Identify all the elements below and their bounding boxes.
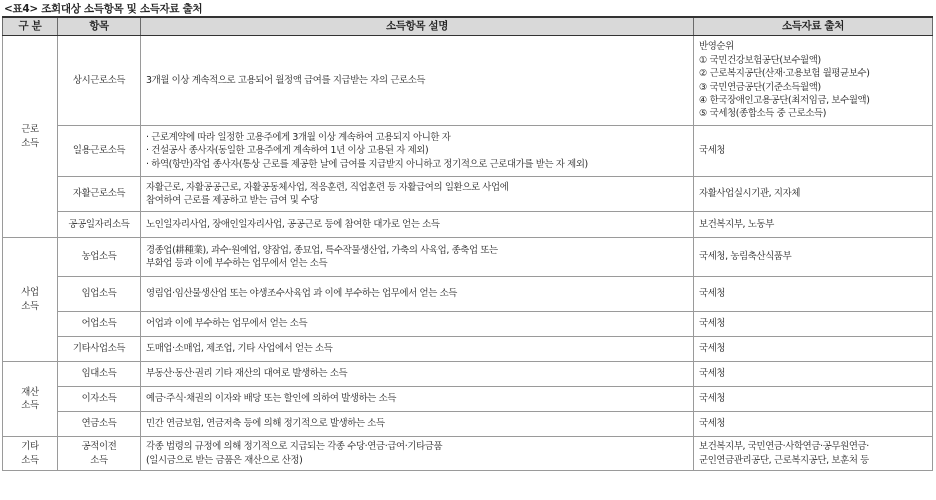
description-line: 3개월 이상 계속적으로 고용되어 월정액 급여를 지급받는 자의 근로소득 [146,74,426,86]
table-row [3,412,933,437]
source-line: 반영순위 [699,41,734,53]
source-cell [694,412,933,437]
source-cell [694,212,933,238]
source-cell [694,387,933,412]
item-label: 어업소득 [81,318,117,330]
item-cell [58,362,141,387]
table-row [3,177,933,212]
table-row [3,36,933,126]
source-line: 국세청 [699,145,726,157]
table-row [3,437,933,471]
source-line: 국세청, 농림축산식품부 [699,251,792,263]
table-row [3,312,933,337]
category-cell-earned-income [3,36,58,238]
table-row [3,126,933,177]
item-label: 소득 [90,454,108,466]
source-line: 국세청 [699,288,726,300]
source-line: ② 근로복지공단(산재·고용보험 월평균보수) [699,68,870,80]
source-line: 국세청 [699,343,726,355]
source-line: 자활사업실시기관, 지자체 [699,188,801,200]
header-description: 소득항목 설명 [141,17,694,36]
source-cell [694,337,933,362]
table-row [3,387,933,412]
item-label: 상시근로소득 [72,74,126,86]
description-cell [141,362,694,387]
description-line: 어업과 이에 부수하는 업무에서 얻는 소득 [146,318,308,330]
source-line: 국세청 [699,393,726,405]
item-cell [58,312,141,337]
description-line: 각종 법령의 규정에 의해 정기적으로 지급되는 각종 수당·연금·급여·기타금품 [146,441,443,453]
table-caption: <표4> 조회대상 소득항목 및 소득자료 출처 [4,3,203,15]
description-cell [141,212,694,238]
header-item: 항목 [58,17,141,36]
table-row [3,362,933,387]
category-label: 재산 [21,386,39,398]
description-cell [141,337,694,362]
category-label: 근로 [21,124,39,136]
item-label: 공공일자리소득 [68,218,130,230]
item-label: 이자소득 [81,393,117,405]
table-row [3,337,933,362]
source-line: ③ 국민연금공단(기준소득월액) [699,81,821,93]
table-row [3,277,933,312]
item-cell [58,437,141,471]
item-cell [58,337,141,362]
source-line: 국세청 [699,418,726,430]
description-line: · 하역(항만)작업 종사자(통상 근로를 제공한 날에 급여를 지급받지 아니하고 정기적으로 근로대가를 받는 자 제외) [146,158,588,170]
category-label: 사업 [21,287,39,299]
description-line: 예금·주식·채권의 이자와 배당 또는 할인에 의하여 발생하는 소득 [146,393,397,405]
category-label: 소득 [21,300,39,312]
description-cell [141,437,694,471]
source-line: ⑤ 국세청(종합소득 중 근로소득) [699,108,827,120]
source-line: ① 국민건강보험공단(보수월액) [699,54,821,66]
item-cell [58,126,141,177]
income-items-table [2,16,933,471]
item-label: 기타사업소득 [72,343,126,355]
source-line: 보건복지부, 국민연금·사학연금·공무원연금· [699,441,869,453]
source-line: 국세청 [699,368,726,380]
table-row [3,212,933,238]
source-cell [694,238,933,277]
source-cell [694,277,933,312]
item-cell [58,212,141,238]
item-label: 임업소득 [81,288,117,300]
header-category: 구 분 [3,17,58,36]
source-cell [694,126,933,177]
category-cell-property-income [3,362,58,437]
source-cell [694,36,933,126]
description-cell [141,36,694,126]
source-line: 보건복지부, 노동부 [699,218,774,230]
item-cell [58,277,141,312]
item-cell [58,177,141,212]
source-cell [694,437,933,471]
item-label: 공적이전 [81,441,117,453]
category-cell-business-income [3,238,58,362]
source-cell [694,177,933,212]
item-label: 연금소득 [81,418,117,430]
description-cell [141,387,694,412]
description-line: 민간 연금보험, 연금저축 등에 의해 정기적으로 발생하는 소득 [146,418,385,430]
description-cell [141,412,694,437]
description-line: (일시금으로 받는 금품은 재산으로 산정) [146,454,303,466]
description-line: · 건설공사 종사자(동일한 고용주에게 계속하여 1년 이상 고용된 자 제외) [146,145,429,157]
item-cell [58,238,141,277]
item-label: 일용근로소득 [72,145,126,157]
category-label: 소득 [21,400,39,411]
description-cell [141,238,694,277]
description-cell [141,126,694,177]
description-line: 경종업(耕種業), 과수·원예업, 양잠업, 종묘업, 특수작물생산업, 가축의 사육업, 종축업 또는 [146,244,498,256]
source-line: ④ 한국장애인고용공단(최저임금, 보수월액) [699,94,870,106]
description-line: 참여하여 근로를 제공하고 받는 급여 및 수당 [146,195,319,206]
description-cell [141,277,694,312]
item-cell [58,387,141,412]
description-cell [141,312,694,337]
description-line: 자활근로, 자활공공근로, 자활공동체사업, 적응훈련, 직업훈련 등 자활급여의 일환으로 사업에 [146,181,509,193]
table-header-row [3,17,933,36]
source-line: 국세청 [699,318,726,330]
description-line: 노인일자리사업, 장애인일자리사업, 공공근로 등에 참여한 대가로 얻는 소득 [146,218,440,230]
item-cell [58,412,141,437]
item-label: 임대소득 [81,368,117,380]
description-line: 부동산·동산·권리 기타 재산의 대여로 발생하는 소득 [146,368,348,380]
description-line: 영림업·임산물생산업 또는 야생조수사육업 과 이에 부수하는 업무에서 얻는 소득 [146,288,457,300]
item-cell [58,36,141,126]
header-source: 소득자료 출처 [694,17,933,36]
source-cell [694,362,933,387]
category-cell-other-income [3,437,58,471]
category-label: 소득 [21,137,39,149]
table-row [3,238,933,277]
category-label: 소득 [21,454,39,466]
description-line: 도매업·소매업, 제조업, 기타 사업에서 얻는 소득 [146,343,333,355]
item-label: 농업소득 [81,251,117,263]
description-cell [141,177,694,212]
item-label: 자활근로소득 [72,188,126,200]
description-line: 부화업 등과 이에 부수하는 업무에서 얻는 소득 [146,258,328,269]
description-line: · 근로계약에 따라 일정한 고용주에게 3개월 이상 계속하여 고용되지 아니한 자 [146,131,451,143]
source-line: 군인연금관리공단, 근로복지공단, 보훈처 등 [699,454,869,466]
category-label: 기타 [21,441,39,453]
source-cell [694,312,933,337]
